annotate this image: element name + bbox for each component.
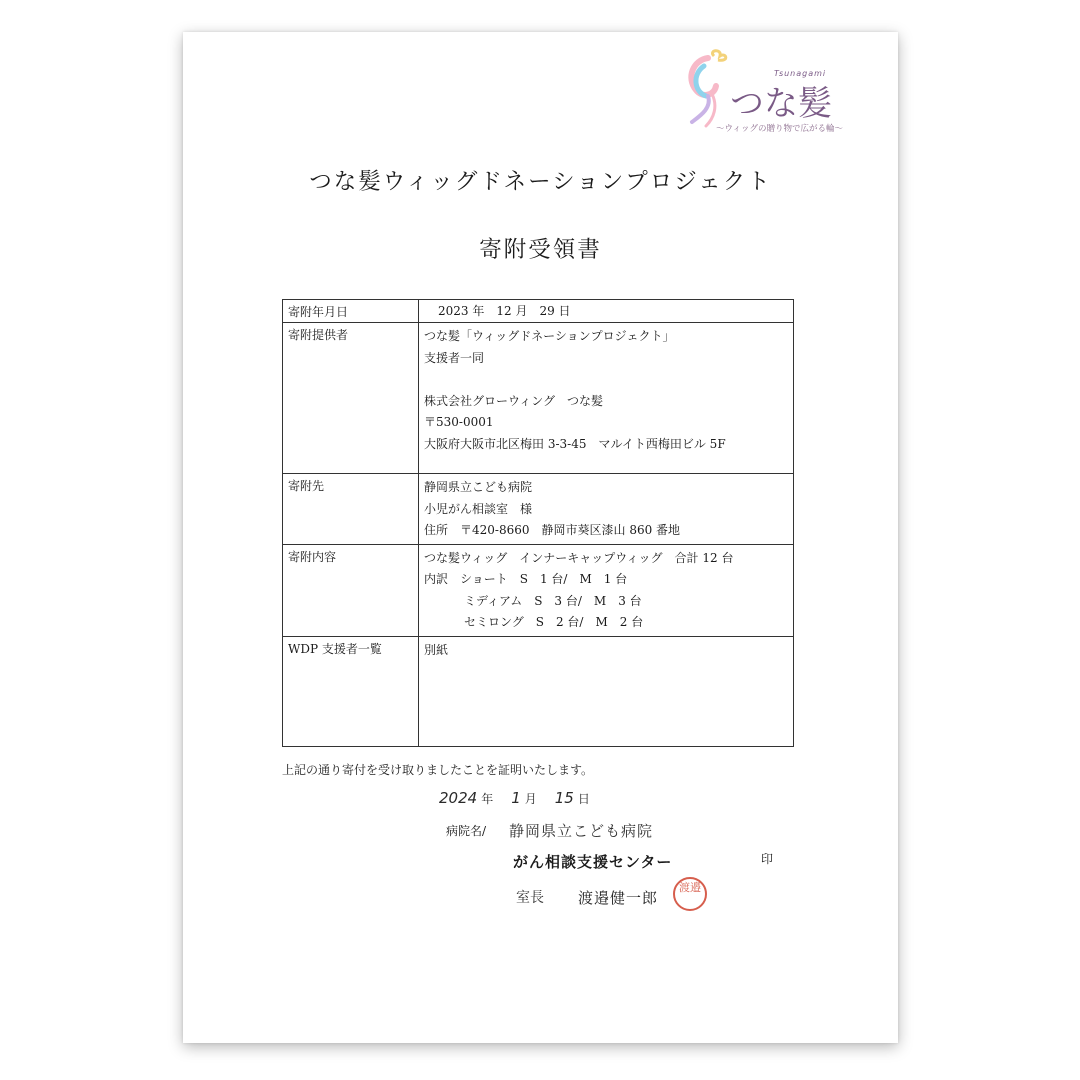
month-unit: 月: [524, 792, 537, 806]
provider-line: 株式会社グローウィング つな髪: [424, 393, 604, 408]
table-row-provider: [283, 323, 794, 474]
recipient-line: 静岡県立こども病院: [424, 480, 533, 494]
row-value: [419, 544, 794, 636]
recipient-line: 小児がん相談室 様: [424, 501, 533, 516]
row-label: 寄附内容: [283, 544, 419, 636]
role-title: 室長: [516, 890, 544, 906]
receipt-paper: [183, 32, 898, 1043]
provider-line: 大阪府大阪市北区梅田 3-3-45 マルイト西梅田ビル 5F: [424, 436, 726, 451]
logo-brand-text: つな髪: [730, 84, 832, 124]
contents-line: つな髪ウィッグ インナーキャップウィッグ 合計 12 台: [424, 550, 734, 565]
issue-day: 15: [554, 789, 574, 807]
provider-line: つな髪「ウィッグドネーションプロジェクト」: [424, 329, 675, 343]
row-label: 寄附提供者: [283, 323, 419, 474]
document-subtitle: 寄附受領書: [479, 237, 602, 263]
row-label: 寄附年月日: [283, 300, 419, 323]
year-unit: 年: [481, 792, 494, 806]
certification-statement: 上記の通り寄付を受け取りましたことを証明いたします。: [282, 763, 594, 777]
row-value: [419, 636, 794, 746]
day-unit: 日: [577, 792, 590, 806]
document-title: つな髪ウィッグドネーションプロジェクト: [309, 169, 772, 195]
issue-month: 1: [511, 789, 521, 807]
row-label: 寄附先: [283, 474, 419, 545]
recipient-line: 住所 〒420-8660 静岡市葵区漆山 860 番地: [424, 523, 681, 537]
provider-line: 支援者一同: [424, 350, 485, 365]
row-label: WDP 支援者一覧: [283, 636, 419, 746]
row-value: [419, 323, 794, 474]
provider-line: 〒530-0001: [424, 415, 494, 429]
row-value: [419, 474, 794, 545]
logo-latin-text: Tsunagami: [774, 69, 827, 78]
seal-stamp: 渡邉: [673, 877, 707, 911]
seal-label: 印: [761, 852, 774, 866]
table-row-date: [283, 300, 794, 323]
table-row-recipient: [283, 474, 794, 545]
contents-line: セミロング S 2 台/ M 2 台: [464, 615, 644, 629]
contents-line: 内訳 ショート S 1 台/ M 1 台: [424, 572, 628, 586]
issue-year: 2024: [439, 789, 478, 807]
supporters-line: 別紙: [424, 642, 449, 657]
receipt-table: [282, 299, 794, 747]
donation-date: 2023 年 12 月 29 日: [438, 304, 571, 318]
provider-line: [424, 369, 787, 391]
table-row-contents: [283, 544, 794, 636]
table-row-supporters: [283, 636, 794, 746]
logo-tagline: 〜ウィッグの贈り物で広がる輪〜: [716, 124, 843, 134]
hospital-label: 病院名/: [446, 824, 487, 838]
center-name: がん相談支援センター: [513, 853, 673, 871]
person-name: 渡邉健一郎: [578, 889, 659, 907]
hospital-name: 静岡県立こども病院: [509, 822, 654, 840]
row-value: [419, 300, 794, 323]
issue-date: [439, 789, 608, 807]
contents-line: ミディアム S 3 台/ M 3 台: [464, 593, 642, 608]
tsunagami-logo: [678, 48, 853, 148]
